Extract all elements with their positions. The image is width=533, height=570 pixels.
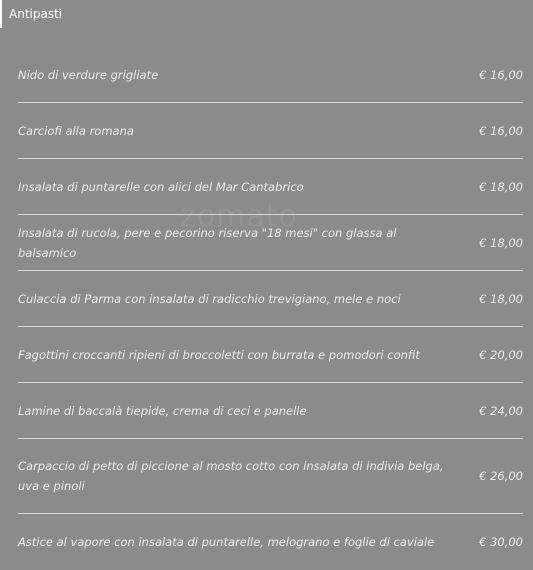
menu-item bbox=[18, 383, 523, 439]
dish-name: Carpaccio di petto di piccione al mosto cotto con insalata di indivia belga, uva e pinoli bbox=[18, 459, 444, 493]
dish-price: € 18,00 bbox=[479, 179, 523, 194]
dish-name: Nido di verdure grigliate bbox=[18, 67, 159, 82]
menu-item bbox=[18, 439, 523, 514]
section-tab-antipasti[interactable] bbox=[0, 0, 72, 28]
dish-name: Culaccia di Parma con insalata di radicchio trevigiano, mele e noci bbox=[18, 291, 401, 306]
dish-price: € 20,00 bbox=[479, 347, 523, 362]
menu-item bbox=[18, 47, 523, 103]
dish-price: € 24,00 bbox=[479, 403, 523, 418]
dish-name: Astice al vapore con insalata di puntarelle, melograno e foglie di caviale bbox=[18, 535, 435, 549]
dish-name: Fagottini croccanti ripieni di broccoletti con burrata e pomodori confit bbox=[18, 347, 420, 362]
menu-item-list bbox=[18, 47, 523, 570]
menu-item bbox=[18, 159, 523, 215]
dish-price: € 18,00 bbox=[479, 235, 523, 250]
dish-price: € 16,00 bbox=[479, 123, 523, 138]
dish-name: Lamine di baccalà tiepide, crema di ceci e panelle bbox=[18, 403, 307, 418]
dish-price: € 30,00 bbox=[479, 535, 523, 549]
watermark-logo: zomato bbox=[180, 199, 298, 234]
dish-name: Insalata di puntarelle con alici del Mar Cantabrico bbox=[18, 179, 304, 194]
section-title: Antipasti bbox=[9, 7, 63, 21]
menu-item bbox=[18, 103, 523, 159]
menu-item bbox=[18, 271, 523, 327]
dish-price: € 26,00 bbox=[479, 469, 523, 483]
menu-item bbox=[18, 514, 523, 570]
dish-price: € 18,00 bbox=[479, 291, 523, 306]
dish-name: Insalata di rucola, pere e pecorino riserva "18 mesi" con glassa al balsamico bbox=[18, 225, 397, 260]
menu-item bbox=[18, 327, 523, 383]
dish-price: € 16,00 bbox=[479, 67, 523, 82]
menu-item bbox=[18, 215, 523, 271]
dish-name: Carciofi alla romana bbox=[18, 123, 134, 138]
